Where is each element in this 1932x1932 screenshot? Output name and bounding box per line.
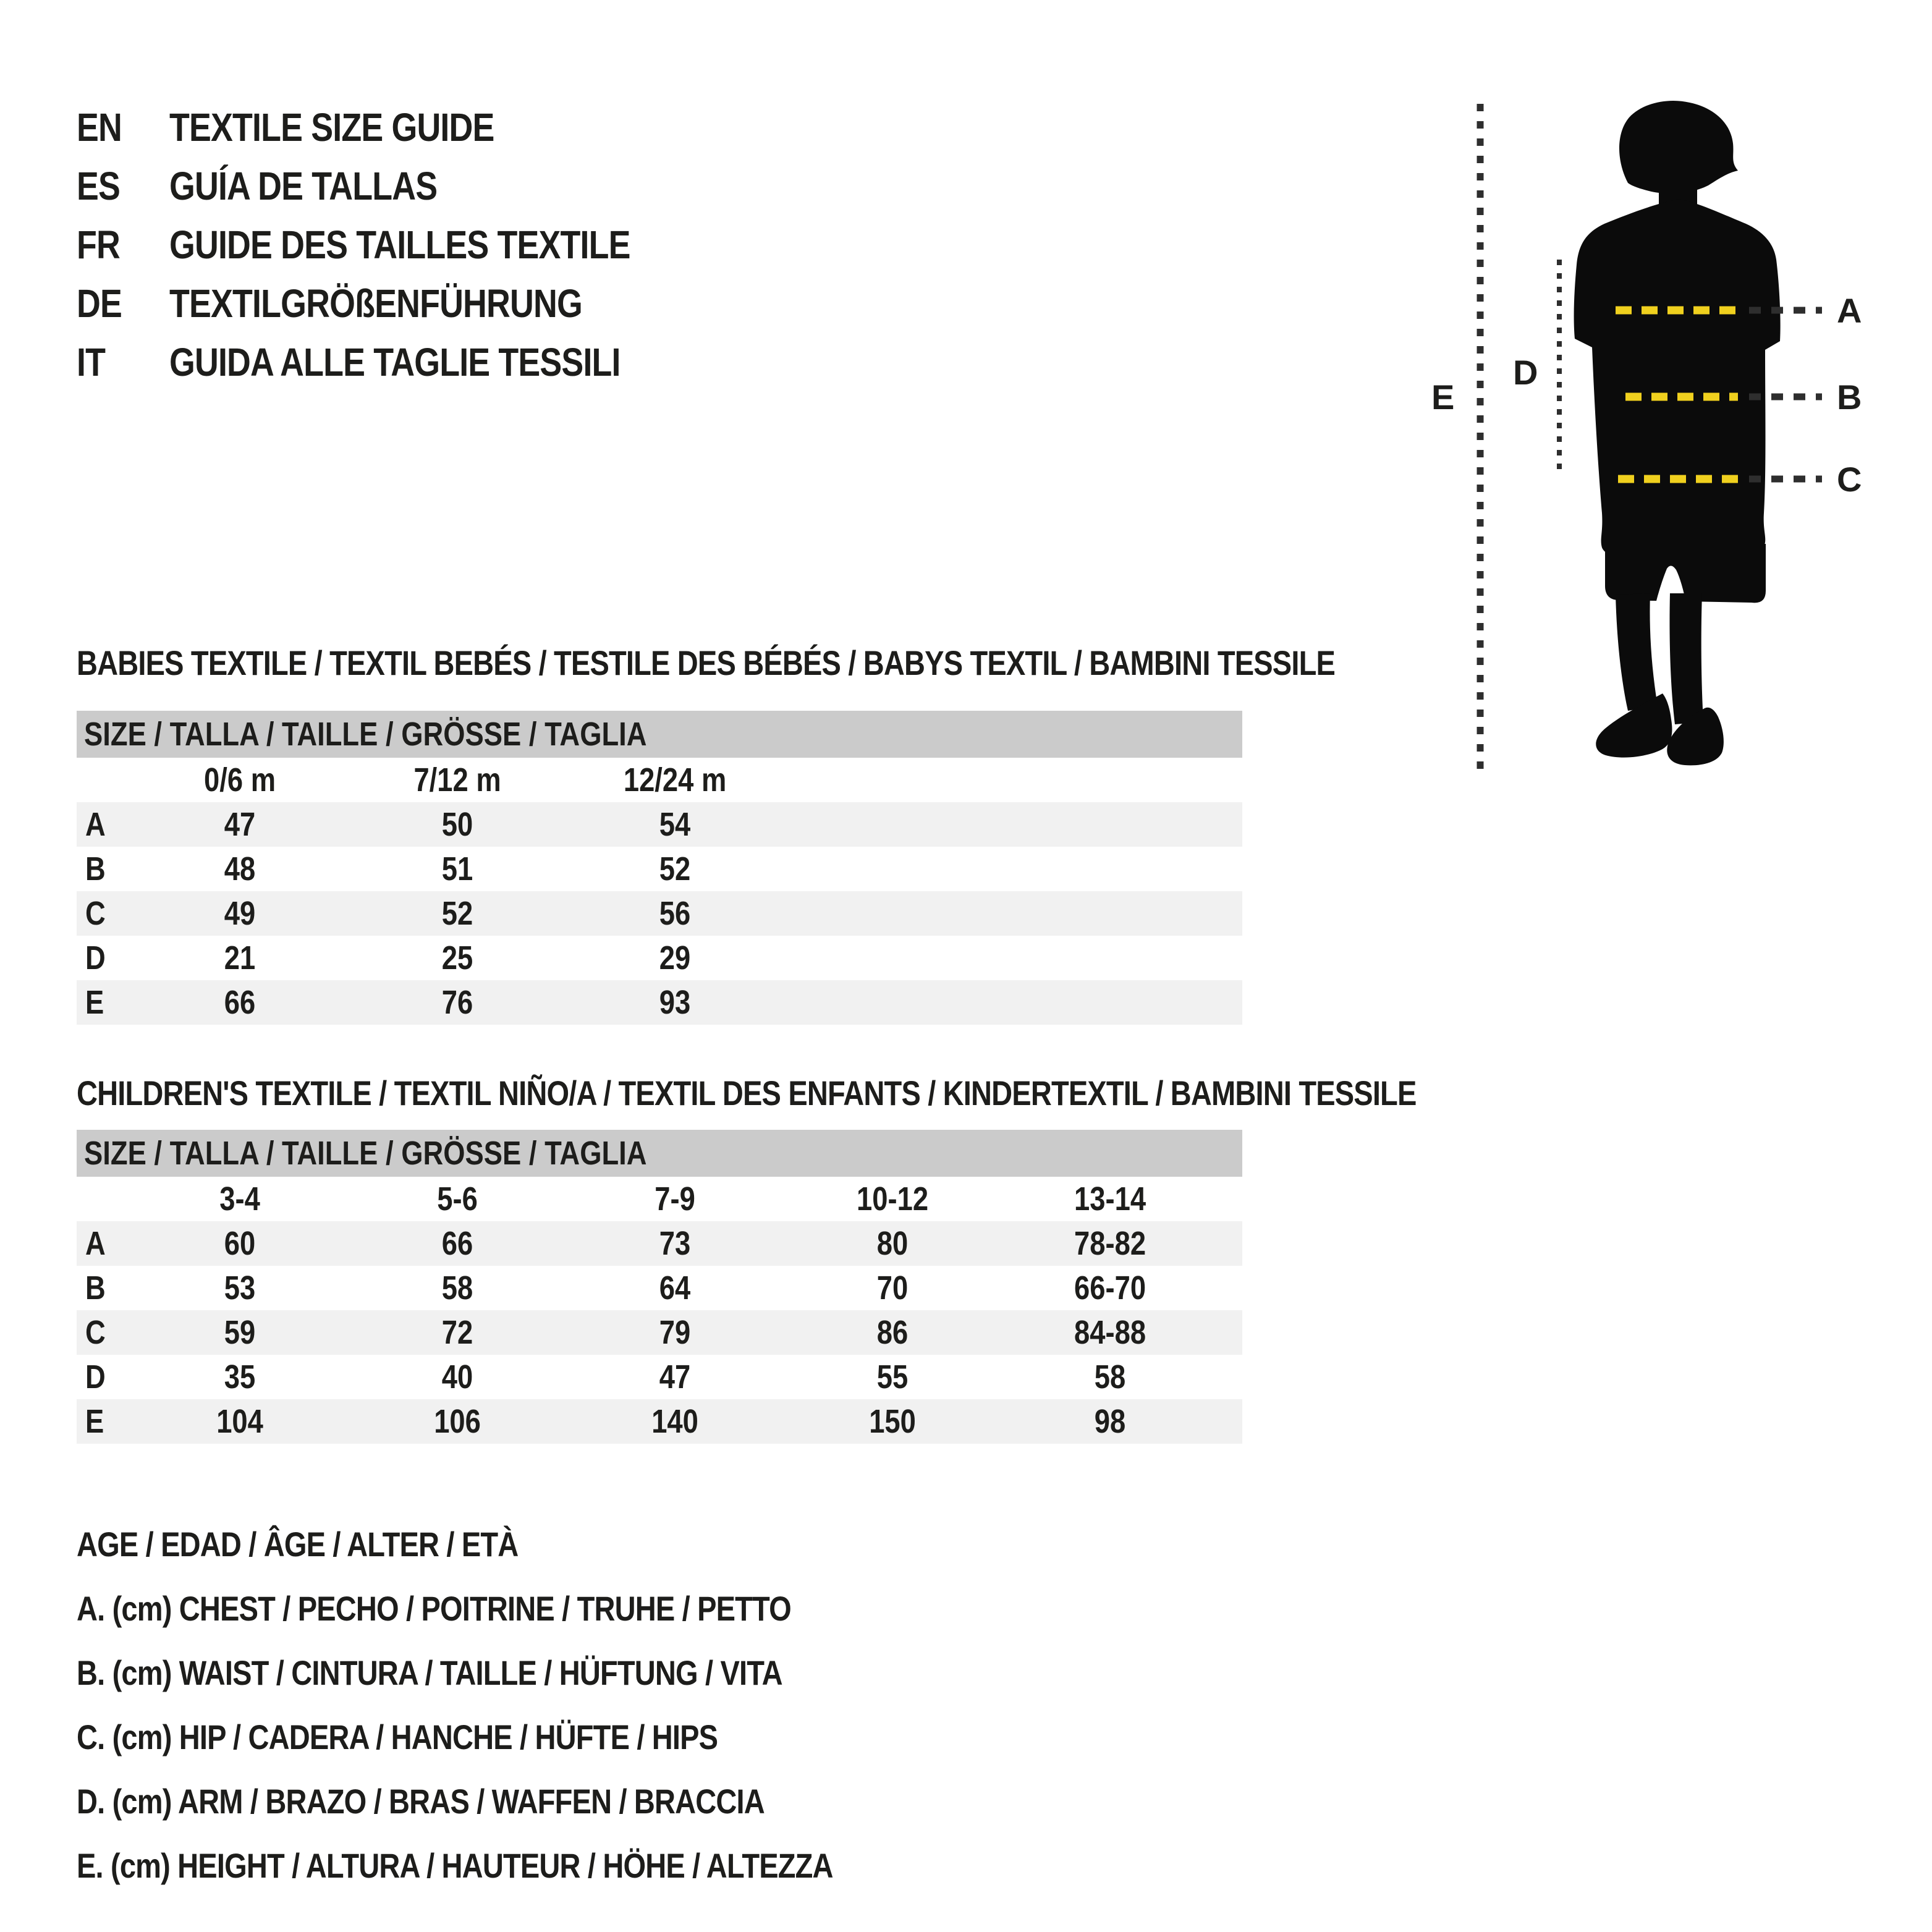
children-table-row-d: [77, 1355, 1242, 1399]
language-code: FR: [77, 222, 120, 267]
row-label: C: [85, 1314, 106, 1351]
legend-item-hip: C. (cm) HIP / CADERA / HANCHE / HÜFTE / HIPS: [77, 1717, 718, 1756]
babies-table-row-b: [77, 847, 1242, 891]
row-label: A: [85, 806, 106, 843]
row-label: E: [85, 1403, 104, 1440]
children-col-header: 3-4: [219, 1180, 260, 1218]
babies-table-row-c: [77, 891, 1242, 936]
babies-size-table: [77, 711, 1242, 1025]
legend-item-chest: A. (cm) CHEST / PECHO / POITRINE / TRUHE / PETTO: [77, 1588, 791, 1628]
cell: 47: [224, 806, 256, 843]
cell: 47: [659, 1358, 691, 1396]
legend-item-waist: B. (cm) WAIST / CINTURA / TAILLE / HÜFTUNG / VITA: [77, 1653, 782, 1692]
cell: 86: [876, 1314, 909, 1351]
cell: 66: [441, 1225, 473, 1262]
children-col-header: 10-12: [856, 1180, 929, 1218]
children-section-heading: CHILDREN'S TEXTILE / TEXTIL NIÑO/A / TEXTIL DES ENFANTS / KINDERTEXTIL / BAMBINI TESSILE: [77, 1074, 1417, 1112]
cell: 51: [441, 850, 473, 888]
babies-section-heading: BABIES TEXTILE / TEXTIL BEBÉS / TESTILE DES BÉBÉS / BABYS TEXTIL / BAMBINI TESSILE: [77, 643, 1336, 682]
cell: 49: [224, 895, 256, 932]
babies-column-header-row: [77, 758, 1242, 802]
children-col-header: 13-14: [1074, 1180, 1146, 1218]
language-row-es: [77, 156, 718, 215]
cell: 140: [651, 1403, 698, 1440]
silhouette-torso: [1574, 199, 1781, 556]
cell: 73: [659, 1225, 691, 1262]
silhouette-right-leg: [1669, 593, 1703, 724]
cell: 66: [224, 984, 256, 1021]
babies-col-header: 12/24 m: [623, 761, 727, 799]
language-list: [77, 98, 718, 391]
cell: 60: [224, 1225, 256, 1262]
children-table-row-a: [77, 1221, 1242, 1266]
cell: 79: [659, 1314, 691, 1351]
cell: 21: [224, 939, 256, 977]
cell: 72: [441, 1314, 473, 1351]
children-size-header-band: SIZE / TALLA / TAILLE / GRÖSSE / TAGLIA: [77, 1130, 1242, 1177]
label-c: C: [1837, 460, 1862, 499]
cell: 40: [441, 1358, 473, 1396]
legend-item-arm: D. (cm) ARM / BRAZO / BRAS / WAFFEN / BRACCIA: [77, 1781, 765, 1821]
cell: 59: [224, 1314, 256, 1351]
label-a: A: [1837, 291, 1862, 330]
cell: 55: [876, 1358, 909, 1396]
children-table-row-b: [77, 1266, 1242, 1310]
legend-item-age: AGE / EDAD / ÂGE / ALTER / ETÀ: [77, 1524, 519, 1564]
cell: 58: [1094, 1358, 1126, 1396]
label-e: E: [1431, 378, 1455, 417]
silhouette-head: [1619, 101, 1738, 193]
cell: 35: [224, 1358, 256, 1396]
cell: 150: [869, 1403, 916, 1440]
cell: 104: [216, 1403, 263, 1440]
child-silhouette-diagram: [1409, 87, 1932, 803]
cell: 52: [659, 850, 691, 888]
language-label: TEXTILGRÖßENFÜHRUNG: [169, 281, 582, 326]
row-label: D: [85, 939, 106, 977]
babies-size-header-band: SIZE / TALLA / TAILLE / GRÖSSE / TAGLIA: [77, 711, 1242, 758]
cell: 25: [441, 939, 473, 977]
row-label: D: [85, 1358, 106, 1396]
cell: 70: [876, 1269, 909, 1307]
cell: 56: [659, 895, 691, 932]
cell: 84-88: [1074, 1314, 1146, 1351]
babies-col-header: 0/6 m: [204, 761, 276, 799]
children-col-header: 7-9: [655, 1180, 695, 1218]
child-silhouette: [1574, 101, 1781, 765]
children-table-row-c: [77, 1310, 1242, 1355]
cell: 58: [441, 1269, 473, 1307]
cell: 29: [659, 939, 691, 977]
cell: 66-70: [1074, 1269, 1146, 1307]
legend-item-height: E. (cm) HEIGHT / ALTURA / HAUTEUR / HÖHE / ALTEZZA: [77, 1845, 833, 1885]
measurement-diagram: [1409, 87, 1932, 803]
measurement-legend: [77, 1512, 977, 1897]
babies-table-row-d: [77, 936, 1242, 980]
row-label: B: [85, 850, 106, 888]
language-row-de: [77, 274, 718, 333]
cell: 78-82: [1074, 1225, 1146, 1262]
silhouette-left-leg: [1616, 593, 1658, 711]
language-label: TEXTILE SIZE GUIDE: [169, 104, 494, 150]
language-row-fr: [77, 215, 718, 274]
language-code: EN: [77, 104, 122, 150]
cell: 50: [441, 806, 473, 843]
language-code: ES: [77, 163, 121, 208]
cell: 54: [659, 806, 691, 843]
language-row-en: [77, 98, 718, 156]
cell: 80: [876, 1225, 909, 1262]
language-label: GUIDE DES TAILLES TEXTILE: [169, 222, 630, 267]
cell: 52: [441, 895, 473, 932]
cell: 106: [434, 1403, 481, 1440]
row-label: B: [85, 1269, 106, 1307]
children-size-table: [77, 1130, 1242, 1444]
cell: 53: [224, 1269, 256, 1307]
row-label: C: [85, 895, 106, 932]
language-code: IT: [77, 339, 106, 384]
language-code: DE: [77, 281, 122, 326]
label-b: B: [1837, 378, 1862, 417]
cell: 48: [224, 850, 256, 888]
language-label: GUÍA DE TALLAS: [169, 163, 438, 208]
babies-table-row-e: [77, 980, 1242, 1025]
language-row-it: [77, 333, 718, 391]
children-table-row-e: [77, 1399, 1242, 1444]
cell: 64: [659, 1269, 691, 1307]
babies-col-header: 7/12 m: [413, 761, 501, 799]
language-label: GUIDA ALLE TAGLIE TESSILI: [169, 339, 621, 384]
children-col-header: 5-6: [437, 1180, 478, 1218]
cell: 76: [441, 984, 473, 1021]
row-label: A: [85, 1225, 106, 1262]
row-label: E: [85, 984, 104, 1021]
babies-table-row-a: [77, 802, 1242, 847]
label-d: D: [1513, 353, 1538, 392]
cell: 98: [1094, 1403, 1126, 1440]
children-column-header-row: [77, 1177, 1242, 1221]
cell: 93: [659, 984, 691, 1021]
